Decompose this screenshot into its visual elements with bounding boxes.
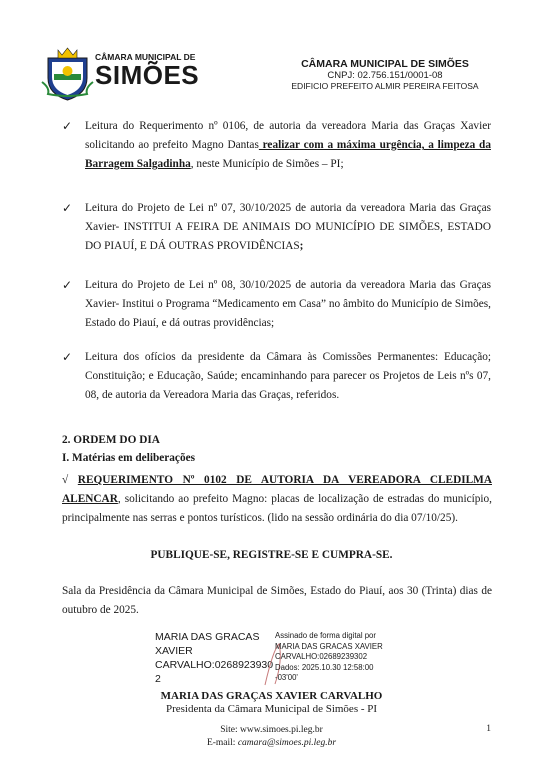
item-text-end: ; [299, 240, 304, 252]
logo-subtitle: CÂMARA MUNICIPAL DE [95, 52, 196, 62]
requerimento-text: solicitando ao prefeito Magno: placas de localização de estradas do município, principalmente nas serras e pontos turísticos. (lido na sessão ordinária do dia 07/10/25). [62, 493, 492, 524]
signature-info-line: -03'00' [275, 673, 298, 682]
seal-icon [40, 44, 95, 102]
footer-email [0, 738, 543, 748]
signatory-name: MARIA DAS GRAÇAS XAVIER CARVALHO [160, 690, 383, 702]
requerimento-paragraph [62, 471, 492, 528]
item-text: Leitura do Requerimento nº 0106, de autoria da vereadora Maria das Graças Xavier solicitando ao prefeito Magno Dantas [85, 120, 491, 151]
logo-title: SIMÕES [95, 60, 200, 90]
check-icon: √ [62, 474, 69, 486]
list-item [85, 348, 491, 405]
check-icon: ✓ [62, 278, 73, 292]
email-label: E-mail: [206, 738, 238, 748]
org-name: CÂMARA MUNICIPAL DE SIMÕES [301, 58, 469, 70]
signature-line: 2 [155, 673, 161, 685]
digital-signature-info [275, 631, 405, 684]
closing-paragraph: Sala da Presidência da Câmara Municipal de Simões, Estado do Piauí, aos 30 (Trinta) dias de outubro de 2025. [62, 585, 492, 616]
list-item [85, 276, 491, 333]
publique-line: PUBLIQUE-SE, REGISTRE-SE E CUMPRA-SE. [150, 549, 393, 561]
requerimento-title: REQUERIMENTO Nº 0102 DE AUTORIA DA VEREADORA CLEDILMA ALENCAR [62, 474, 492, 505]
item-emphasis: realizar com a máxima urgência, a limpeza da Barragem Salgadinha [85, 139, 491, 170]
item-text: Leitura do Projeto de Lei nº 08, 30/10/2025 de autoria da vereadora Maria das Graças Xavier- Institui o Programa “Medicamento em Casa” no âmbito do Município de Simões, Estado do Piauí, e dá outras providências; [85, 279, 491, 329]
item-text-end: , neste Município de Simões – PI; [190, 158, 344, 170]
item-text: Leitura do Projeto de Lei nº 07, 30/10/2025 de autoria da vereadora Maria das Graças Xavier- INSTITUI A FEIRA DE ANIMAIS DO MUNICÍPIO DE SIMÕES, ESTADO DO PIAUÍ, E DÁ OUTRAS PROVIDÊNCIAS [85, 202, 491, 252]
signature-info-line: Dados: 2025.10.30 12:58:00 [275, 662, 374, 672]
check-icon: ✓ [62, 119, 73, 133]
check-icon: ✓ [62, 350, 73, 364]
signature-info-line: MARIA DAS GRACAS XAVIER [275, 641, 383, 651]
page-number: 1 [486, 724, 491, 734]
item-text: Leitura dos ofícios da presidente da Câmara às Comissões Permanentes: Educação; Constituição; e Educação, Saúde; encaminhando para parecer os Projetos de Leis nºs 07, 08, de autoria da Vereadora Maria das Graças, referidos. [85, 351, 491, 401]
signature-info-line: CARVALHO:02689239302 [275, 652, 368, 661]
footer-site: Site: www.simoes.pi.leg.br [220, 725, 323, 735]
section-heading: 2. ORDEM DO DIA [62, 434, 160, 446]
signature-line: XAVIER [155, 645, 193, 657]
signatory-role: Presidenta da Câmara Municipal de Simões - PI [165, 703, 378, 715]
cnpj: CNPJ: 02.756.151/0001-08 [327, 70, 443, 81]
signature-line: MARIA DAS GRACAS [155, 631, 260, 643]
list-item [85, 199, 491, 256]
signature-line: CARVALHO:0268923930 [155, 659, 274, 671]
email-link[interactable]: camara@simoes.pi.leg.br [237, 738, 337, 748]
signature-info-line: Assinado de forma digital por [275, 631, 376, 640]
requerimento-comma: , [117, 493, 121, 505]
check-icon: ✓ [62, 201, 73, 215]
building-name: EDIFICIO PREFEITO ALMIR PEREIRA FEITOSA [291, 81, 479, 91]
subsection-heading: I. Matérias em deliberações [62, 452, 196, 464]
list-item [85, 117, 491, 174]
